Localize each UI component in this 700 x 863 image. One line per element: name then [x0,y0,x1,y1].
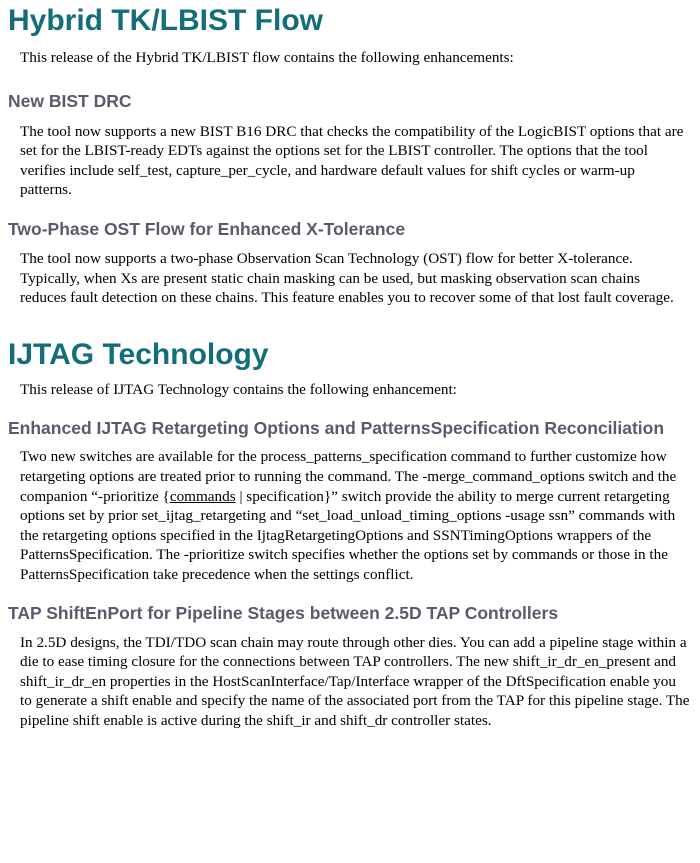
section-title-ijtag-technology: IJTAG Technology [8,337,269,371]
subsection-title-two-phase-ost: Two-Phase OST Flow for Enhanced X-Tolerance [8,218,406,239]
subsection-body-enhanced-ijtag-retargeting [0,447,690,584]
body-text-part2: | specification}” switch provide the ability to merge current retargeting options set by prior set_ijtag_retargeting and “set_load_unload_timing_options -usage ssn” commands with the retargeting options specified in the IjtagRetargetingOptions and SSNTimingOptions wrappers of the PatternsSpecification. The -prioritize switch specifies whether the options set by commands or those in the PatternsSpecification take precedence when the settings conflict. [20,487,676,583]
body-text-part1: Two new switches are available for the process_patterns_specification command to further customize how retargeting options are treated prior to running the command. The -merge_command_options switch and the companion “-prioritize { [20,448,677,505]
commands-link[interactable]: commands [169,487,236,505]
subsection-body-two-phase-ost: The tool now supports a two-phase Observation Scan Technology (OST) flow for better X-tolerance. Typically, when Xs are present static chain masking can be used, but masking observation scan chains reduces fault detection on these chains. This feature enables you to recover some of that lost fault coverage. [20,249,674,307]
section-title-hybrid-tk-lbist: Hybrid TK/LBIST Flow [8,4,323,37]
subsection-title-tap-shiftenport: TAP ShiftEnPort for Pipeline Stages between 2.5D TAP Controllers [8,602,559,623]
subsection-title-new-bist-drc: New BIST DRC [8,90,132,111]
subsection-body-new-bist-drc: The tool now supports a new BIST B16 DRC that checks the compatibility of the LogicBIST options that are set for the LBIST-ready EDTs against the options set for the LBIST controller. The options that the tool verifies include self_test, capture_per_cycle, and hardware default values for shift cycles or warm-up patterns. [20,122,684,199]
subsection-body-tap-shiftenport: In 2.5D designs, the TDI/TDO scan chain may route through other dies. You can add a pipeline stage within a die to ease timing closure for the connections between TAP controllers. The new shift_ir_dr_en_present and shift_ir_dr_en properties in the HostScanInterface/Tap/Interface wrapper of the DftSpecification enable you to generate a shift enable and specify the name of the associated port from the TAP for this pipeline stage. The pipeline shift enable is active during the shift_ir and shift_dr controller states. [20,633,690,729]
section-intro-ijtag-technology: This release of IJTAG Technology contains the following enhancement: [20,380,457,398]
section-intro-hybrid-tk-lbist: This release of the Hybrid TK/LBIST flow contains the following enhancements: [20,49,514,66]
subsection-title-enhanced-ijtag-retargeting: Enhanced IJTAG Retargeting Options and PatternsSpecification Reconciliation [8,418,665,439]
